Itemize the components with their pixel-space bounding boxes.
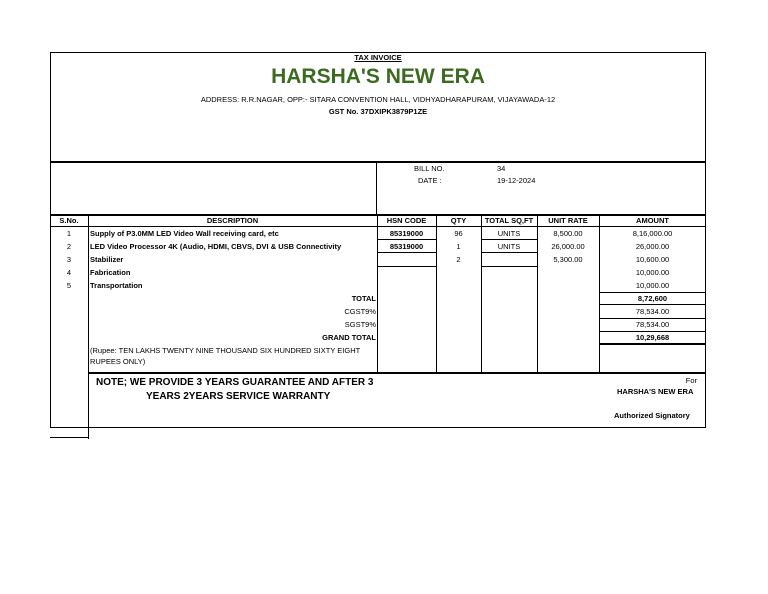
company-address: ADDRESS: R.R.NAGAR, OPP:- SITARA CONVENTION HALL, VIDHYADHARAPURAM, VIJAYAWADA-12 — [200, 95, 556, 104]
col-amount: AMOUNT — [636, 216, 669, 225]
warranty-note-2: YEARS 2YEARS SERVICE WARRANTY — [146, 391, 331, 402]
row-rate: 5,300.00 — [553, 255, 583, 264]
bill-no-label: BILL NO. — [414, 164, 445, 173]
row-qty: 96 — [454, 229, 463, 238]
col-sno: S.No. — [59, 216, 79, 225]
total-label: TOTAL — [351, 294, 376, 303]
total-value: 8,72,600 — [637, 294, 668, 303]
row-sno: 5 — [66, 281, 72, 290]
row-rate: 8,500.00 — [553, 229, 583, 238]
row-amount: 10,600.00 — [635, 255, 670, 264]
row-sno: 3 — [66, 255, 72, 264]
row-unit: UNITS — [497, 242, 521, 251]
col-hsn: HSN CODE — [386, 216, 427, 225]
col-qty: QTY — [450, 216, 467, 225]
row-description: Transportation — [90, 281, 143, 290]
grand-total-value: 10,29,668 — [635, 333, 670, 342]
invoice-type: TAX INVOICE — [354, 53, 402, 62]
row-description: Stabilizer — [90, 255, 124, 264]
row-sno: 1 — [66, 229, 72, 238]
row-description: LED Video Processor 4K (Audio, HDMI, CBVS, DVI & USB Connectivity — [90, 242, 342, 251]
for-label: For — [685, 376, 697, 385]
warranty-note-1: NOTE; WE PROVIDE 3 YEARS GUARANTEE AND AFTER 3 — [96, 377, 374, 388]
date-value: 19-12-2024 — [497, 176, 536, 185]
grand-total-label: GRAND TOTAL — [322, 333, 376, 342]
signatory-company: HARSHA'S NEW ERA — [617, 387, 694, 396]
row-qty: 2 — [456, 255, 461, 264]
col-total-sqft: TOTAL SQ,FT — [484, 216, 534, 225]
sgst-value: 78,534.00 — [635, 320, 670, 329]
company-name: HARSHA'S NEW ERA — [271, 65, 485, 88]
row-unit: UNITS — [497, 229, 521, 238]
cgst-label: CGST9% — [344, 307, 376, 316]
row-qty: 1 — [456, 242, 461, 251]
row-sno: 2 — [66, 242, 72, 251]
authorized-signatory: Authorized Signatory — [614, 411, 690, 420]
col-description: DESCRIPTION — [206, 216, 259, 225]
row-amount: 8,16,000.00 — [632, 229, 673, 238]
col-unit-rate: UNIT RATE — [548, 216, 588, 225]
row-amount: 10,000.00 — [635, 281, 670, 290]
row-rate: 26,000.00 — [551, 242, 585, 251]
row-sno: 4 — [66, 268, 72, 277]
row-hsn: 85319000 — [389, 242, 424, 251]
amount-in-words-1: (Rupee: TEN LAKHS TWENTY NINE THOUSAND SIX HUNDRED SIXTY EIGHT — [90, 346, 361, 355]
row-amount: 10,000.00 — [635, 268, 670, 277]
row-amount: 26,000.00 — [635, 242, 670, 251]
row-description: Fabrication — [90, 268, 131, 277]
gst-number: GST No. 37DXIPK3879P1ZE — [328, 107, 428, 116]
bill-no-value: 34 — [497, 164, 506, 173]
cgst-value: 78,534.00 — [635, 307, 670, 316]
amount-in-words-2: RUPEES ONLY) — [90, 357, 146, 366]
row-description: Supply of P3.0MM LED Video Wall receiving card, etc — [90, 229, 279, 238]
row-hsn: 85319000 — [389, 229, 424, 238]
date-label: DATE : — [418, 176, 442, 185]
sgst-label: SGST9% — [344, 320, 376, 329]
